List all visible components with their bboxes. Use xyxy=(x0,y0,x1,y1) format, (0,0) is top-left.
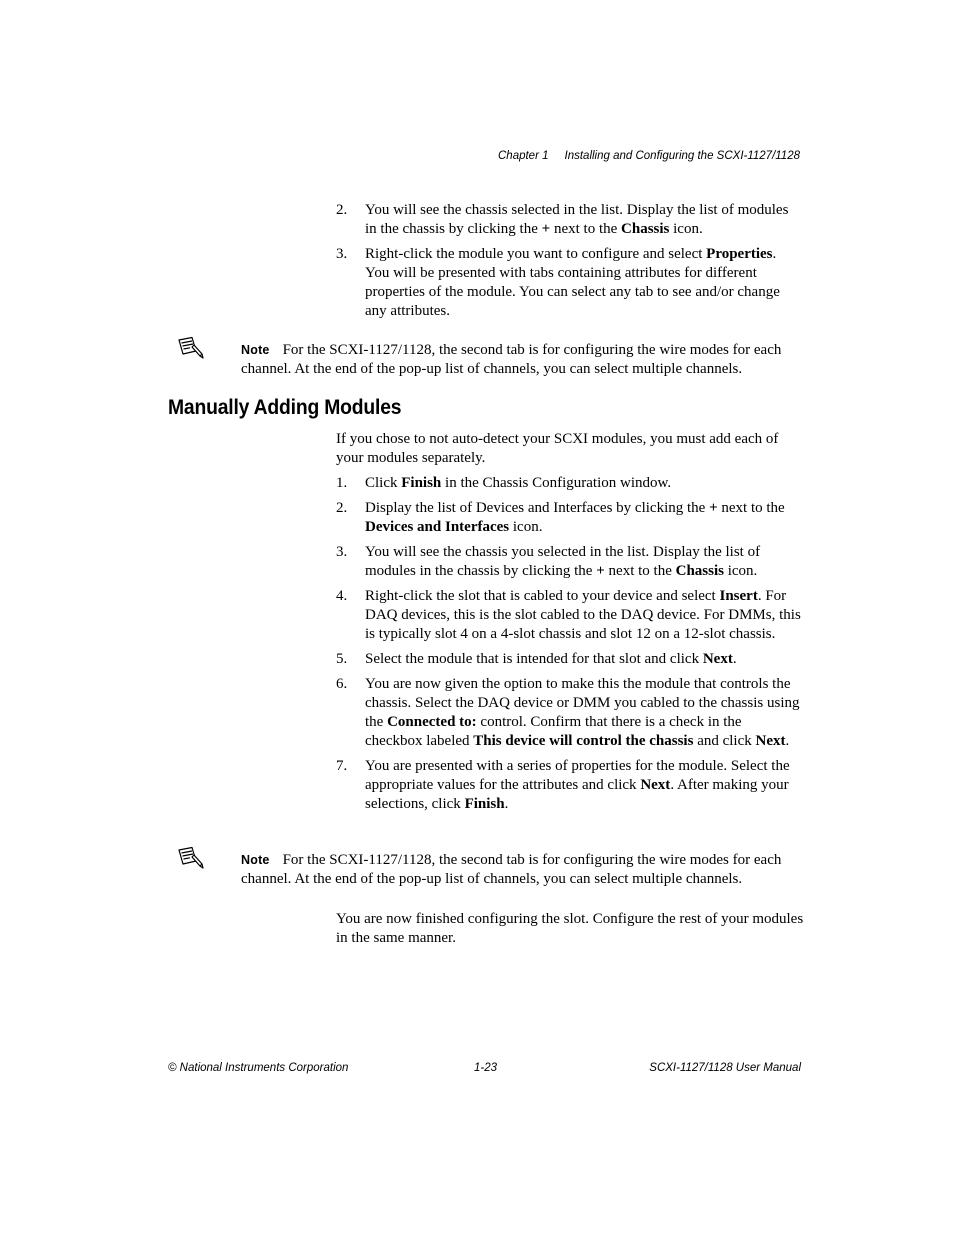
step-text xyxy=(365,758,790,812)
step-emphasis: Next xyxy=(755,733,786,749)
step-text xyxy=(365,246,780,319)
step-emphasis: + xyxy=(596,563,605,579)
step-text xyxy=(365,544,760,579)
step-text-run: . xyxy=(504,796,509,812)
header-chapter: Chapter 1 xyxy=(498,150,549,162)
list-item xyxy=(336,587,802,644)
note-text: For the SCXI-1127/1128, the second tab is for configuring the wire modes for each channel. At the end of the pop-up list of channels, you can select multiple channels. xyxy=(241,852,782,887)
step-text-run: icon. xyxy=(723,563,758,579)
step-text xyxy=(365,500,785,535)
step-number: 2. xyxy=(336,500,348,516)
step-number: 7. xyxy=(336,758,348,774)
step-text-run: Right-click the module you want to configure and select xyxy=(365,246,707,262)
step-emphasis: Finish xyxy=(401,475,442,491)
step-emphasis: Chassis xyxy=(675,563,724,579)
step-number: 4. xyxy=(336,588,348,604)
step-number: 2. xyxy=(336,202,348,218)
header-title: Installing and Configuring the SCXI-1127/1128 xyxy=(564,150,800,162)
step-emphasis: This device will control the chassis xyxy=(473,733,694,749)
step-text-run: You will see the chassis selected in the list. Display the list of modules in the chassis by clicking the xyxy=(365,202,789,237)
step-text-run: . You will be presented with tabs containing attributes for different properties of the module. You can select any tab to see and/or change any attributes. xyxy=(365,246,780,319)
list-item xyxy=(336,201,802,239)
note-label: Note xyxy=(241,343,270,357)
step-emphasis: Next xyxy=(702,651,733,667)
step-number: 3. xyxy=(336,544,348,560)
step-text-run: You will see the chassis you selected in the list. Display the list of modules in the chassis by clicking the xyxy=(365,544,761,579)
steps-list-main xyxy=(336,474,802,820)
list-item xyxy=(336,543,802,581)
note-label: Note xyxy=(241,853,270,867)
step-text xyxy=(365,202,788,237)
note-text: For the SCXI-1127/1128, the second tab is for configuring the wire modes for each channel. At the end of the pop-up list of channels, you can select multiple channels. xyxy=(241,342,782,377)
step-emphasis: Connected to: xyxy=(387,714,477,730)
step-number: 1. xyxy=(336,475,348,491)
step-emphasis: Next xyxy=(640,777,671,793)
step-emphasis: Devices and Interfaces xyxy=(365,519,510,535)
note-2 xyxy=(241,851,806,889)
step-emphasis: Properties xyxy=(706,246,773,262)
step-number: 6. xyxy=(336,676,348,692)
step-text-run: icon. xyxy=(669,221,703,237)
footer-corporation: © National Instruments Corporation xyxy=(168,1062,349,1074)
steps-list-top xyxy=(336,201,802,327)
step-emphasis: + xyxy=(541,221,551,237)
step-text-run: You are presented with a series of properties for the module. Select the appropriate values for the attributes and click xyxy=(365,758,790,793)
step-text xyxy=(365,475,671,491)
footer-manual-title: SCXI-1127/1128 User Manual xyxy=(649,1062,801,1074)
step-text-run: . xyxy=(732,651,737,667)
step-text-run: icon. xyxy=(509,519,543,535)
step-emphasis: Insert xyxy=(719,588,758,604)
list-item xyxy=(336,757,802,814)
list-item xyxy=(336,499,802,537)
page-header xyxy=(0,150,954,166)
list-item xyxy=(336,474,802,493)
step-text-run: next to the xyxy=(550,221,622,237)
step-text-run: next to the xyxy=(717,500,785,516)
step-text-run: control. Confirm that there is a check in the checkbox labeled xyxy=(365,714,742,749)
step-text xyxy=(365,651,737,667)
step-text-run: and click xyxy=(693,733,756,749)
step-text-run: in the Chassis Configuration window. xyxy=(441,475,672,491)
step-text-run: You are now given the option to make this the module that controls the chassis. Select the DAQ device or DMM you cabled to the chassis using the xyxy=(365,676,800,730)
note-1 xyxy=(241,341,806,379)
step-text-run: Click xyxy=(365,475,402,491)
step-emphasis: + xyxy=(709,500,718,516)
list-item xyxy=(336,650,802,669)
step-text-run: . For DAQ devices, this is the slot cabled to the DAQ device. For DMMs, this is typically slot 4 on a 4-slot chassis and slot 12 on a 12-slot chassis. xyxy=(365,588,801,642)
step-number: 3. xyxy=(336,246,348,262)
step-number: 5. xyxy=(336,651,348,667)
step-text-run: Right-click the slot that is cabled to your device and select xyxy=(365,588,720,604)
step-emphasis: Finish xyxy=(464,796,505,812)
list-item xyxy=(336,245,802,321)
closing-paragraph: You are now finished configuring the slot. Configure the rest of your modules in the same manner. xyxy=(336,911,804,946)
step-text-run: Display the list of Devices and Interfaces by clicking the xyxy=(365,500,710,516)
note-pencil-icon xyxy=(177,336,205,360)
page-footer xyxy=(0,1062,954,1078)
step-text-run: . xyxy=(785,733,790,749)
step-text-run: next to the xyxy=(604,563,676,579)
step-emphasis: Chassis xyxy=(621,221,670,237)
step-text xyxy=(365,676,800,749)
step-text-run: Select the module that is intended for that slot and click xyxy=(365,651,703,667)
section-intro: If you chose to not auto-detect your SCXI modules, you must add each of your modules separately. xyxy=(336,431,779,466)
list-item xyxy=(336,675,802,751)
step-text-run: . After making your selections, click xyxy=(365,777,789,812)
footer-page-number: 1-23 xyxy=(474,1062,498,1074)
section-heading: Manually Adding Modules xyxy=(168,396,402,419)
step-text xyxy=(365,588,801,642)
note-pencil-icon xyxy=(177,846,205,870)
